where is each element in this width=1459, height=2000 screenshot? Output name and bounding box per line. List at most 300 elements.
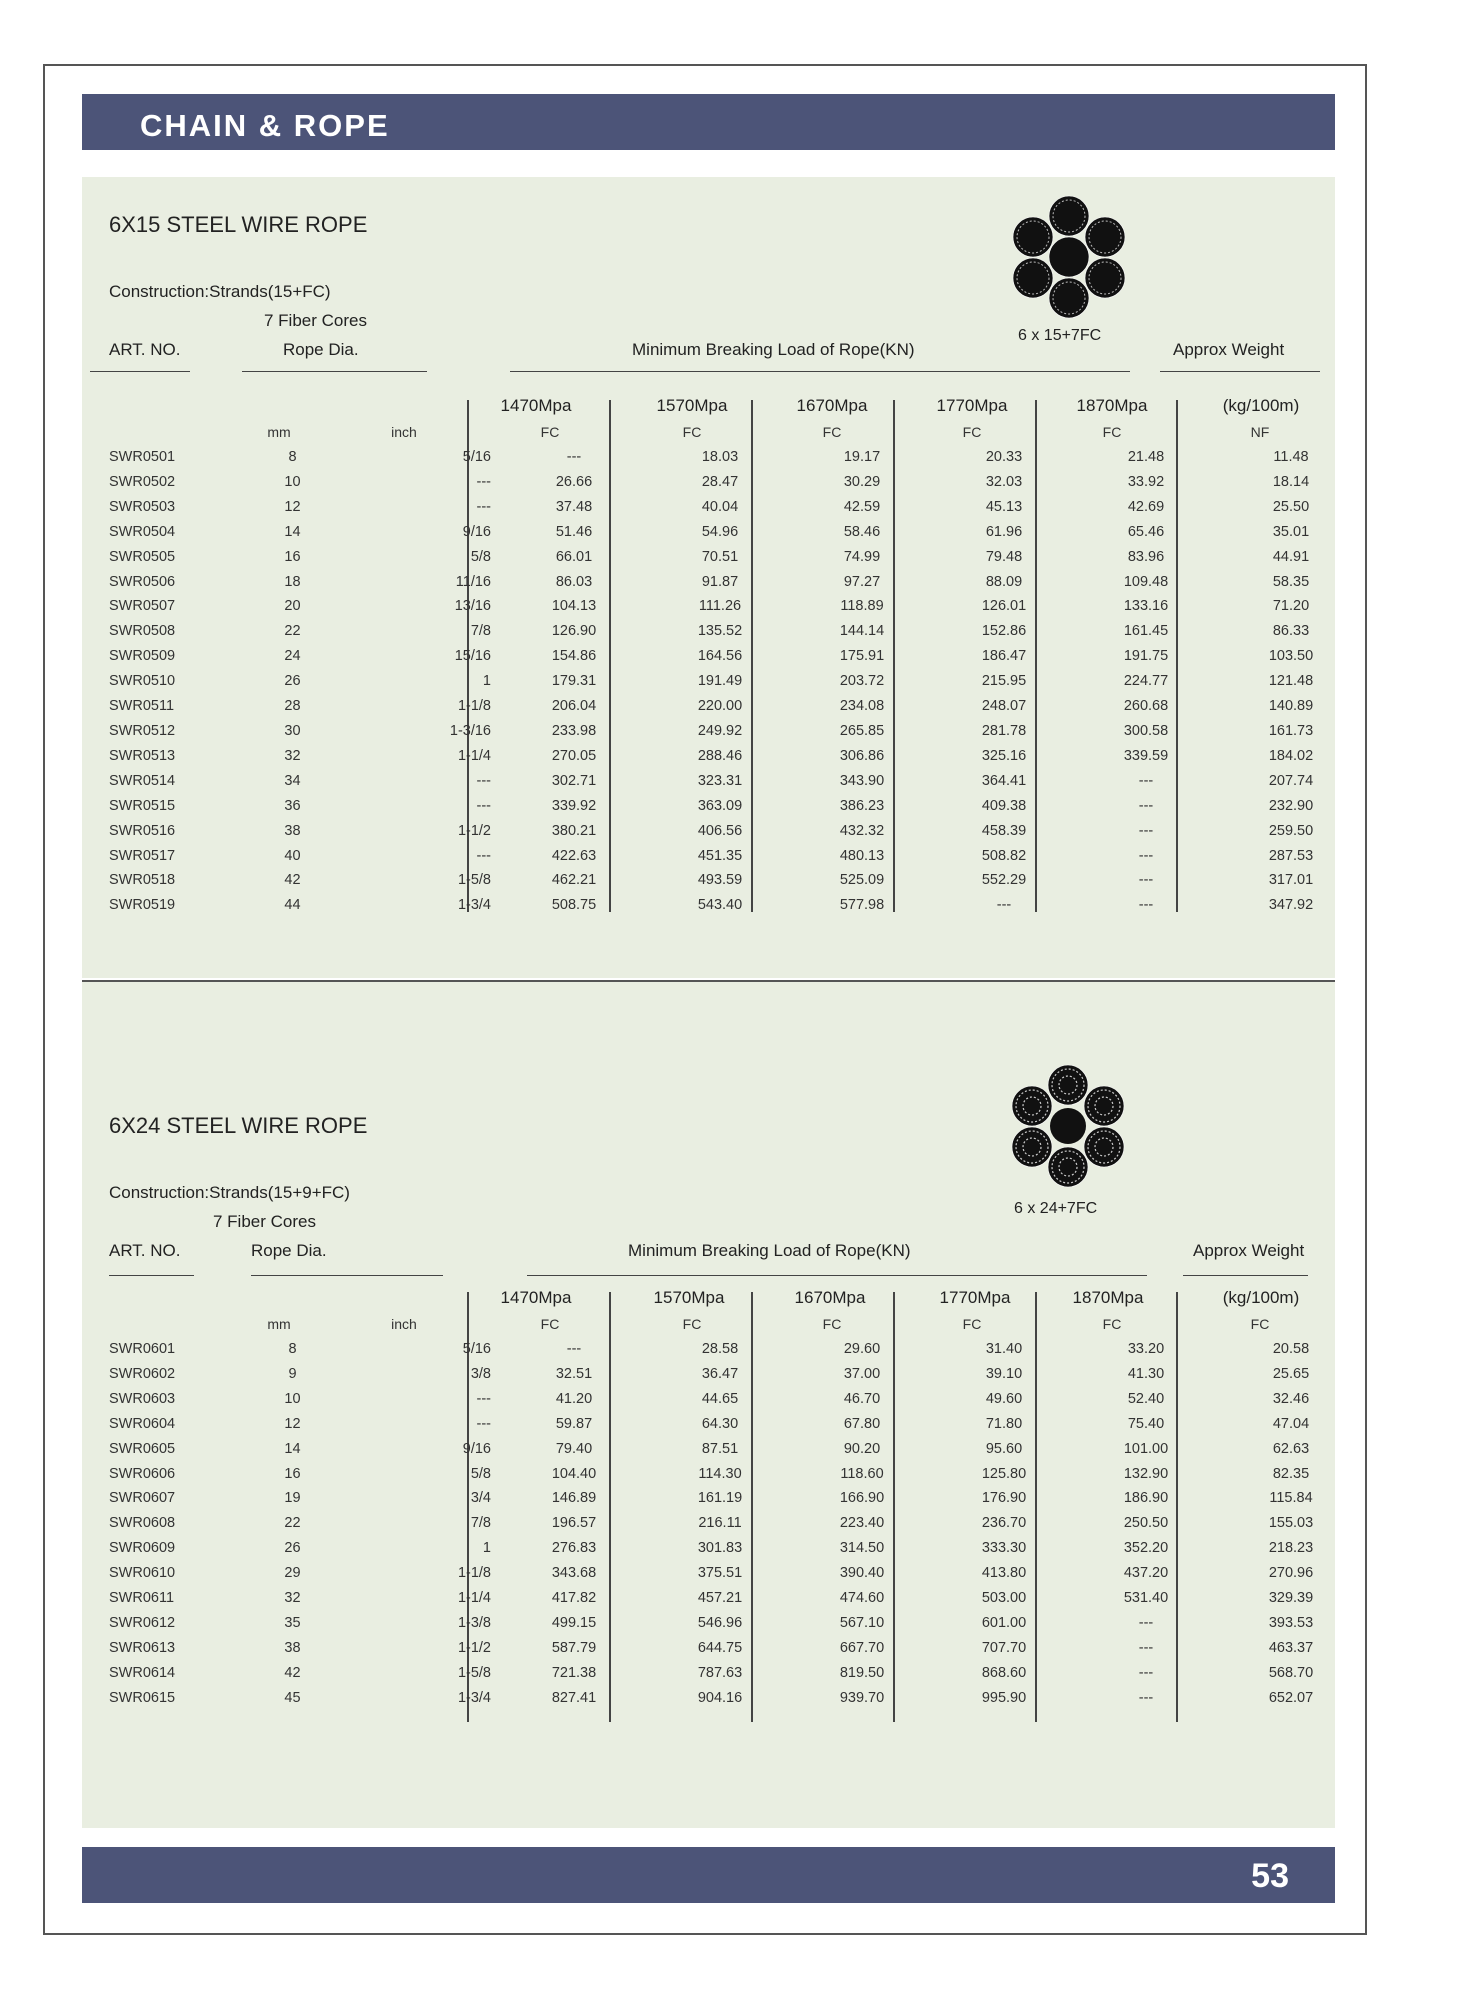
mbl-1470-cell: 206.04 [551, 698, 597, 715]
mbl-1570-cell: 91.87 [701, 573, 739, 590]
inch-cell: 13/16 [454, 598, 491, 615]
mbl-1470-cell: 339.92 [551, 797, 597, 814]
weight-cell: 11.48 [1273, 449, 1309, 465]
table-row [109, 819, 1365, 844]
art-no-cell: SWR0605 [109, 1440, 176, 1457]
mbl-1870-cell: 133.16 [1123, 598, 1169, 615]
mbl-1470-cell: --- [566, 449, 582, 465]
rope-6x15-data-table [109, 445, 1365, 918]
mbl-1870-cell: 65.46 [1127, 523, 1165, 540]
core-type-subheader: FC [962, 424, 982, 440]
mbl-1470-cell: 422.63 [551, 847, 597, 864]
mbl-1770-cell: 88.09 [985, 573, 1023, 590]
mbl-1670-cell: 265.85 [839, 722, 885, 739]
table-row [109, 1586, 1365, 1611]
weight-core-subheader: FC [1250, 1316, 1270, 1332]
mbl-1770-cell: 552.29 [981, 872, 1027, 889]
inch-cell: 3/8 [470, 1365, 491, 1382]
weight-cell: 25.65 [1272, 1365, 1310, 1382]
mm-cell: 34 [284, 772, 301, 789]
mbl-1470-cell: 302.71 [551, 772, 597, 789]
mbl-1470-cell: 196.57 [551, 1515, 597, 1532]
mbl-1670-cell: 118.60 [840, 1465, 884, 1482]
mbl-1770-cell: 49.60 [985, 1390, 1023, 1407]
inch-cell: 1-1/4 [457, 1590, 491, 1607]
mbl-1470-cell: 146.89 [551, 1490, 597, 1507]
mbl-1770-cell: 868.60 [981, 1664, 1027, 1681]
mbl-1870-cell: 109.48 [1123, 573, 1169, 590]
art-no-cell: SWR0602 [109, 1365, 176, 1382]
inch-cell: 1-3/8 [457, 1614, 491, 1631]
weight-cell: 259.50 [1268, 822, 1314, 839]
mm-cell: 42 [284, 872, 301, 889]
art-no-cell: SWR0614 [109, 1664, 176, 1681]
mbl-1570-cell: 36.47 [701, 1365, 739, 1382]
art-no-cell: SWR0606 [109, 1465, 176, 1482]
mbl-1670-cell: 577.98 [839, 897, 885, 914]
mbl-1870-cell: 260.68 [1123, 698, 1169, 715]
mm-cell: 22 [284, 623, 301, 640]
mbl-1470-cell: 126.90 [551, 623, 597, 640]
mbl-1670-cell: 67.80 [843, 1415, 881, 1432]
weight-cell: 140.89 [1268, 698, 1314, 715]
weight-header: Approx Weight [1193, 1241, 1305, 1260]
mbl-1470-cell: 41.20 [555, 1390, 593, 1407]
mbl-header: Minimum Breaking Load of Rope(KN) [628, 1241, 911, 1260]
mbl-1470-cell: 499.15 [551, 1614, 597, 1631]
table-row [109, 744, 1365, 769]
mbl-1770-cell: 45.13 [985, 498, 1023, 515]
mbl-1870-cell: 300.58 [1123, 722, 1169, 739]
weight-cell: 25.50 [1272, 498, 1310, 515]
mbl-1670-cell: 42.59 [843, 498, 881, 515]
mm-subheader: mm [267, 1316, 291, 1332]
mbl-1770-cell: 707.70 [981, 1639, 1027, 1656]
inch-cell: 5/8 [470, 548, 491, 565]
art-no-cell: SWR0506 [109, 573, 176, 590]
weight-cell: 329.39 [1268, 1590, 1314, 1607]
mbl-header: Minimum Breaking Load of Rope(KN) [632, 340, 915, 359]
mbl-1670-cell: 314.50 [839, 1540, 885, 1557]
mm-cell: 22 [284, 1515, 301, 1532]
mm-cell: 8 [288, 449, 297, 465]
mbl-1570-cell: 164.56 [697, 648, 743, 665]
grade-header: 1470Mpa [500, 1288, 572, 1307]
mm-cell: 38 [284, 822, 301, 839]
mbl-1570-cell: 135.52 [697, 623, 743, 640]
mbl-1570-cell: 111.26 [698, 598, 742, 615]
mbl-1470-cell: 827.41 [551, 1689, 597, 1706]
mbl-1670-cell: 223.40 [839, 1515, 885, 1532]
mbl-1570-cell: 363.09 [697, 797, 743, 814]
mbl-1670-cell: 144.14 [839, 623, 885, 640]
table-row [109, 1636, 1365, 1661]
rope-cross-section-label: 6 x 15+7FC [1018, 327, 1102, 344]
table-row [109, 570, 1365, 595]
mbl-1770-cell: 95.60 [985, 1440, 1023, 1457]
table-row [109, 545, 1365, 570]
inch-cell: 1 [482, 1540, 491, 1557]
weight-header: Approx Weight [1173, 340, 1285, 359]
mbl-1870-cell: 250.50 [1123, 1515, 1169, 1532]
header-underline [242, 371, 427, 372]
inch-cell: --- [476, 498, 491, 515]
table-row [109, 1511, 1365, 1536]
mm-subheader: mm [267, 424, 291, 440]
mbl-1870-cell: 52.40 [1127, 1390, 1165, 1407]
rope-cross-section-label: 6 x 24+7FC [1014, 1200, 1098, 1217]
inch-cell: 1-3/16 [449, 722, 491, 739]
table-row [109, 694, 1365, 719]
mbl-1570-cell: 249.92 [697, 722, 743, 739]
mm-cell: 44 [284, 897, 301, 914]
mbl-1770-cell: 215.95 [981, 673, 1027, 690]
footer-bar [82, 1847, 1335, 1903]
inch-cell: 1-1/4 [457, 747, 491, 764]
mbl-1770-cell: 20.33 [985, 449, 1023, 465]
mbl-1670-cell: 90.20 [843, 1440, 881, 1457]
mbl-1770-cell: 508.82 [981, 847, 1027, 864]
page-number: 53 [1251, 1857, 1289, 1895]
art-no-cell: SWR0503 [109, 498, 176, 515]
mbl-1770-cell: 61.96 [985, 523, 1023, 540]
table-row [109, 893, 1365, 918]
inch-cell: 1-1/8 [457, 698, 491, 715]
art-no-cell: SWR0504 [109, 523, 176, 540]
art-no-cell: SWR0611 [109, 1590, 175, 1607]
inch-cell: 1-3/4 [457, 897, 491, 914]
weight-cell: 317.01 [1268, 872, 1314, 889]
mbl-1870-cell: --- [1138, 772, 1154, 789]
inch-cell: 5/8 [470, 1465, 491, 1482]
grade-header: 1470Mpa [500, 396, 572, 415]
weight-cell: 218.23 [1268, 1540, 1314, 1557]
mbl-1470-cell: 343.68 [551, 1565, 597, 1582]
mbl-1870-cell: --- [1138, 1664, 1154, 1681]
mbl-1470-cell: 104.40 [551, 1465, 597, 1482]
mm-cell: 28 [284, 698, 301, 715]
mm-cell: 14 [284, 523, 301, 540]
mbl-1670-cell: 474.60 [839, 1590, 885, 1607]
mbl-1570-cell: 375.51 [697, 1565, 743, 1582]
inch-subheader: inch [391, 1316, 417, 1332]
rope-dia-header: Rope Dia. [251, 1241, 327, 1260]
weight-cell: 86.33 [1272, 623, 1310, 640]
core-type-subheader: FC [822, 1316, 842, 1332]
table-row [109, 1462, 1365, 1487]
mbl-1670-cell: 525.09 [839, 872, 885, 889]
table-row [109, 1561, 1365, 1586]
mm-cell: 36 [284, 797, 301, 814]
mbl-1870-cell: 437.20 [1123, 1565, 1169, 1582]
rope-6x15-cross-section-image [1010, 194, 1128, 320]
mbl-1870-cell: 21.48 [1127, 449, 1165, 465]
mbl-1870-cell: 161.45 [1123, 623, 1169, 640]
mbl-1570-cell: 451.35 [697, 847, 743, 864]
weight-cell: 44.91 [1272, 548, 1310, 565]
mbl-1570-cell: 161.19 [697, 1490, 743, 1507]
weight-cell: 155.03 [1268, 1515, 1314, 1532]
inch-cell: --- [476, 473, 491, 490]
mbl-1770-cell: 236.70 [981, 1515, 1027, 1532]
mbl-1470-cell: 104.13 [551, 598, 597, 615]
mbl-1570-cell: 28.58 [701, 1341, 739, 1357]
mm-cell: 10 [284, 473, 301, 490]
art-no-cell: SWR0609 [109, 1540, 176, 1557]
mm-cell: 45 [284, 1689, 301, 1706]
mbl-1470-cell: 233.98 [551, 722, 597, 739]
table-row [109, 1611, 1365, 1636]
mbl-1670-cell: 939.70 [839, 1689, 885, 1706]
mbl-1570-cell: 323.31 [697, 772, 743, 789]
inch-cell: 7/8 [470, 623, 491, 640]
mbl-1470-cell: 86.03 [555, 573, 593, 590]
core-type-subheader: FC [540, 424, 560, 440]
core-type-subheader: FC [540, 1316, 560, 1332]
mbl-1570-cell: 546.96 [697, 1614, 743, 1631]
mbl-1570-cell: 904.16 [697, 1689, 743, 1706]
table-row [109, 1686, 1365, 1711]
table-row [109, 669, 1365, 694]
inch-cell: --- [476, 1390, 491, 1407]
table-row [109, 868, 1365, 893]
mbl-1570-cell: 40.04 [701, 498, 739, 515]
mbl-1470-cell: 508.75 [551, 897, 597, 914]
inch-cell: 9/16 [462, 1440, 491, 1457]
table-row [109, 495, 1365, 520]
mbl-1470-cell: 276.83 [551, 1540, 597, 1557]
mm-cell: 38 [284, 1639, 301, 1656]
mm-cell: 19 [284, 1490, 301, 1507]
mbl-1470-cell: 587.79 [551, 1639, 597, 1656]
mbl-1870-cell: 531.40 [1123, 1590, 1169, 1607]
art-no-cell: SWR0612 [109, 1614, 176, 1631]
mbl-1770-cell: 281.78 [981, 722, 1027, 739]
art-no-cell: SWR0513 [109, 747, 176, 764]
construction-text: Construction:Strands(15+9+FC) [109, 1183, 350, 1202]
mbl-1670-cell: 166.90 [839, 1490, 885, 1507]
inch-cell: 1-3/4 [457, 1689, 491, 1706]
inch-cell: --- [476, 847, 491, 864]
table-row [109, 1387, 1365, 1412]
inch-cell: --- [476, 1415, 491, 1432]
inch-cell: 1 [482, 673, 491, 690]
mbl-1770-cell: 39.10 [985, 1365, 1023, 1382]
mbl-1770-cell: 176.90 [981, 1490, 1027, 1507]
mbl-1470-cell: 66.01 [555, 548, 593, 565]
weight-cell: 393.53 [1268, 1614, 1314, 1631]
weight-core-subheader: NF [1250, 424, 1270, 440]
inch-cell: 5/16 [462, 1341, 491, 1357]
header-underline [1160, 371, 1320, 372]
mbl-1870-cell: 101.00 [1123, 1440, 1169, 1457]
mbl-1770-cell: 503.00 [981, 1590, 1027, 1607]
inch-cell: 1-1/2 [457, 822, 491, 839]
table-row [109, 1337, 1365, 1362]
mm-cell: 20 [284, 598, 301, 615]
table-row [109, 1536, 1365, 1561]
table-row [109, 445, 1365, 470]
mbl-1870-cell: 42.69 [1127, 498, 1165, 515]
header-underline [90, 371, 190, 372]
weight-cell: 35.01 [1272, 523, 1310, 540]
weight-cell: 20.58 [1272, 1341, 1310, 1357]
mbl-1870-cell: 132.90 [1123, 1465, 1169, 1482]
inch-cell: 15/16 [454, 648, 491, 665]
mbl-1870-cell: 83.96 [1127, 548, 1165, 565]
mm-cell: 26 [284, 1540, 301, 1557]
mbl-1670-cell: 74.99 [843, 548, 881, 565]
table-row [109, 644, 1365, 669]
section-title: 6X24 STEEL WIRE ROPE [109, 1113, 368, 1138]
mbl-1470-cell: 26.66 [555, 473, 593, 490]
mm-cell: 16 [284, 548, 301, 565]
table-row [109, 844, 1365, 869]
mbl-1470-cell: 417.82 [551, 1590, 597, 1607]
weight-cell: 62.63 [1272, 1440, 1310, 1457]
mbl-1670-cell: 667.70 [839, 1639, 885, 1656]
mbl-1570-cell: 220.00 [697, 698, 743, 715]
mbl-1570-cell: 406.56 [697, 822, 743, 839]
mbl-1870-cell: --- [1138, 897, 1154, 914]
grade-header: 1870Mpa [1076, 396, 1148, 415]
mbl-1870-cell: --- [1138, 847, 1154, 864]
rope-dia-header: Rope Dia. [283, 340, 359, 359]
mbl-1770-cell: 325.16 [981, 747, 1027, 764]
art-no-cell: SWR0610 [109, 1565, 176, 1582]
mbl-1470-cell: 380.21 [551, 822, 597, 839]
table-row [109, 594, 1365, 619]
mbl-1770-cell: 186.47 [981, 648, 1027, 665]
mbl-1670-cell: 19.17 [843, 449, 881, 465]
table-row [109, 1412, 1365, 1437]
mbl-1870-cell: 33.20 [1127, 1341, 1165, 1357]
grade-header: 1570Mpa [653, 1288, 725, 1307]
weight-cell: 82.35 [1272, 1465, 1310, 1482]
mbl-1670-cell: 306.86 [839, 747, 885, 764]
art-no-cell: SWR0603 [109, 1390, 176, 1407]
weight-cell: 58.35 [1272, 573, 1310, 590]
header-underline [1183, 1275, 1308, 1276]
mbl-1770-cell: 364.41 [981, 772, 1027, 789]
weight-cell: 207.74 [1268, 772, 1314, 789]
mbl-1870-cell: 33.92 [1127, 473, 1165, 490]
mbl-1570-cell: 543.40 [697, 897, 743, 914]
table-row [109, 1661, 1365, 1686]
mm-cell: 30 [284, 722, 301, 739]
mm-cell: 32 [284, 747, 301, 764]
mm-cell: 9 [288, 1365, 297, 1382]
table-row [109, 520, 1365, 545]
mbl-1870-cell: 224.77 [1123, 673, 1169, 690]
inch-cell: --- [476, 797, 491, 814]
art-no-cell: SWR0608 [109, 1515, 176, 1532]
inch-subheader: inch [391, 424, 417, 440]
mbl-1570-cell: 644.75 [697, 1639, 743, 1656]
mbl-1570-cell: 493.59 [697, 872, 743, 889]
inch-cell: 5/16 [462, 449, 491, 465]
core-type-subheader: FC [1102, 1316, 1122, 1332]
weight-cell: 652.07 [1268, 1689, 1314, 1706]
mbl-1570-cell: 70.51 [701, 548, 739, 565]
mm-cell: 16 [284, 1465, 301, 1482]
header-bar [82, 94, 1335, 150]
mbl-1670-cell: 118.89 [840, 598, 884, 615]
table-row [109, 794, 1365, 819]
header-underline [251, 1275, 443, 1276]
mbl-1870-cell: --- [1138, 872, 1154, 889]
art-no-cell: SWR0613 [109, 1639, 176, 1656]
mm-cell: 29 [284, 1565, 301, 1582]
inch-cell: 3/4 [470, 1490, 491, 1507]
art-no-header: ART. NO. [109, 340, 181, 359]
weight-cell: 121.48 [1268, 673, 1314, 690]
mbl-1870-cell: 75.40 [1127, 1415, 1165, 1432]
core-type-subheader: FC [962, 1316, 982, 1332]
mbl-1570-cell: 191.49 [697, 673, 743, 690]
art-no-cell: SWR0607 [109, 1490, 176, 1507]
mbl-1570-cell: 28.47 [701, 473, 739, 490]
art-no-cell: SWR0510 [109, 673, 176, 690]
art-no-cell: SWR0507 [109, 598, 176, 615]
mbl-1770-cell: 413.80 [981, 1565, 1027, 1582]
mbl-1870-cell: --- [1138, 1689, 1154, 1706]
weight-cell: 232.90 [1268, 797, 1314, 814]
weight-cell: 184.02 [1268, 747, 1314, 764]
core-type-subheader: FC [682, 424, 702, 440]
inch-cell: 9/16 [462, 523, 491, 540]
mbl-1570-cell: 216.11 [698, 1515, 742, 1532]
art-no-cell: SWR0515 [109, 797, 176, 814]
art-no-cell: SWR0514 [109, 772, 176, 789]
art-no-cell: SWR0512 [109, 722, 176, 739]
mbl-1470-cell: 79.40 [555, 1440, 593, 1457]
table-row [109, 1486, 1365, 1511]
art-no-cell: SWR0508 [109, 623, 176, 640]
mbl-1870-cell: --- [1138, 1639, 1154, 1656]
mbl-1770-cell: 248.07 [981, 698, 1027, 715]
construction-text: Construction:Strands(15+FC) [109, 282, 331, 301]
mbl-1870-cell: 352.20 [1123, 1540, 1169, 1557]
mbl-1770-cell: 32.03 [985, 473, 1023, 490]
fiber-cores-text: 7 Fiber Cores [213, 1212, 316, 1231]
mm-cell: 14 [284, 1440, 301, 1457]
weight-cell: 161.73 [1268, 722, 1314, 739]
table-row [109, 769, 1365, 794]
mbl-1870-cell: --- [1138, 1614, 1154, 1631]
rope-6x24-cross-section-image [1006, 1064, 1130, 1188]
art-no-header: ART. NO. [109, 1241, 181, 1260]
grade-header: 1670Mpa [796, 396, 868, 415]
mbl-1570-cell: 87.51 [701, 1440, 739, 1457]
mm-cell: 42 [284, 1664, 301, 1681]
inch-cell: 1-5/8 [457, 872, 491, 889]
weight-cell: 32.46 [1272, 1390, 1310, 1407]
inch-cell: 1-1/2 [457, 1639, 491, 1656]
weight-cell: 47.04 [1272, 1415, 1310, 1432]
mbl-1770-cell: 409.38 [981, 797, 1027, 814]
mbl-1670-cell: 203.72 [839, 673, 885, 690]
header-underline [527, 1275, 1147, 1276]
art-no-cell: SWR0501 [109, 449, 176, 465]
grade-header: 1770Mpa [936, 396, 1008, 415]
mm-cell: 18 [284, 573, 301, 590]
art-no-cell: SWR0502 [109, 473, 176, 490]
weight-cell: 18.14 [1272, 473, 1310, 490]
mbl-1670-cell: 386.23 [839, 797, 885, 814]
mbl-1470-cell: 721.38 [551, 1664, 597, 1681]
art-no-cell: SWR0511 [109, 698, 175, 715]
